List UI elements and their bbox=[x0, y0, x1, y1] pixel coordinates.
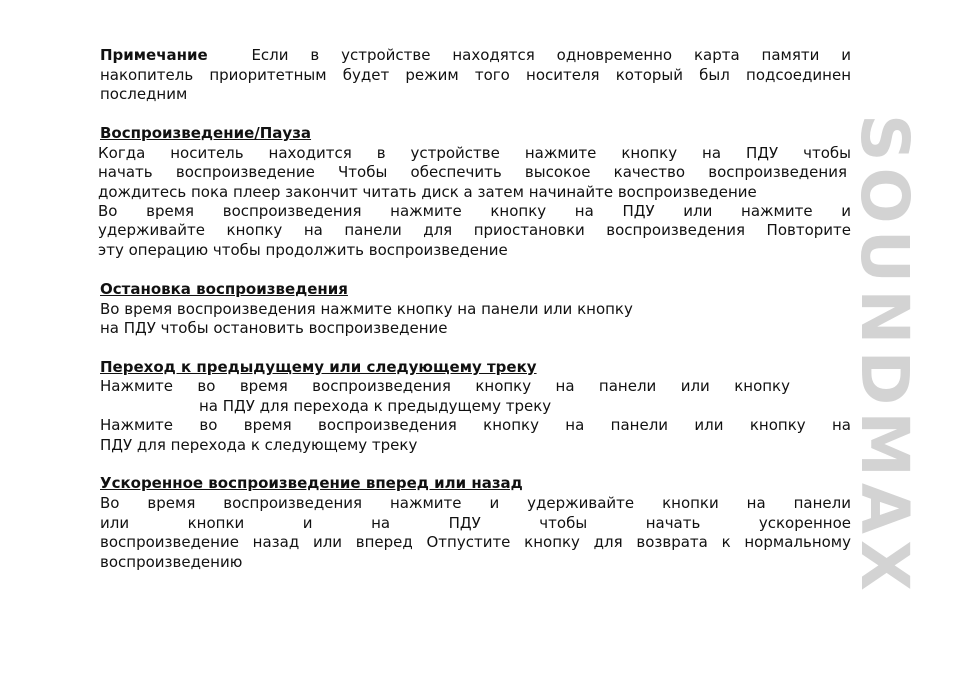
track-skip-line: Нажмите во время воспроизведения кнопку на панели или кнопку на bbox=[100, 416, 851, 434]
play-pause-line: дождитесь пока плеер закончит читать диск а затем начинайте воспроизведение bbox=[98, 183, 757, 201]
track-skip-line: Нажмите во время воспроизведения кнопку на панели или кнопку bbox=[100, 377, 790, 395]
fast-play-line: воспроизведению bbox=[100, 553, 243, 571]
stop-line: на ПДУ чтобы остановить воспроизведение bbox=[100, 319, 448, 337]
fast-play-line: или кнопки и на ПДУ чтобы начать ускоренное bbox=[100, 514, 851, 532]
track-skip-heading: Переход к предыдущему или следующему треку bbox=[100, 358, 537, 376]
play-pause-line: Когда носитель находится в устройстве нажмите кнопку на ПДУ чтобы bbox=[98, 144, 851, 162]
play-pause-heading: Воспроизведение/Пауза bbox=[100, 124, 312, 142]
play-pause-line: начать воспроизведение Чтобы обеспечить высокое качество воспроизведения bbox=[98, 163, 847, 181]
track-skip-line: ПДУ для перехода к следующему треку bbox=[100, 436, 418, 454]
note-line-2: накопитель приоритетным будет режим того носителя который был подсоединен bbox=[100, 66, 851, 84]
play-pause-line: удерживайте кнопку на панели для приостановки воспроизведения Повторите bbox=[98, 221, 851, 239]
stop-line: Во время воспроизведения нажмите кнопку на панели или кнопку bbox=[100, 300, 633, 318]
note-label: Примечание bbox=[100, 46, 208, 64]
fast-play-heading: Ускоренное воспроизведение вперед или назад bbox=[100, 474, 523, 492]
play-pause-line: эту операцию чтобы продолжить воспроизведение bbox=[98, 241, 508, 259]
track-skip-line: на ПДУ для перехода к предыдущему треку bbox=[199, 397, 552, 415]
brand-watermark bbox=[846, 114, 923, 674]
note-text-1: Если в устройстве находятся одновременно карта памяти и bbox=[251, 46, 851, 64]
fast-play-line: Во время воспроизведения нажмите и удерживайте кнопки на панели bbox=[100, 494, 851, 512]
stop-heading: Остановка воспроизведения bbox=[100, 280, 348, 298]
note-line-1 bbox=[100, 46, 851, 66]
play-pause-line: Во время воспроизведения нажмите кнопку на ПДУ или нажмите и bbox=[98, 202, 851, 220]
note-line-3: последним bbox=[100, 85, 188, 103]
brand-watermark-text: SOUNDMAX bbox=[846, 114, 923, 597]
fast-play-line: воспроизведение назад или вперед Отпустите кнопку для возврата к нормальному bbox=[100, 533, 851, 551]
